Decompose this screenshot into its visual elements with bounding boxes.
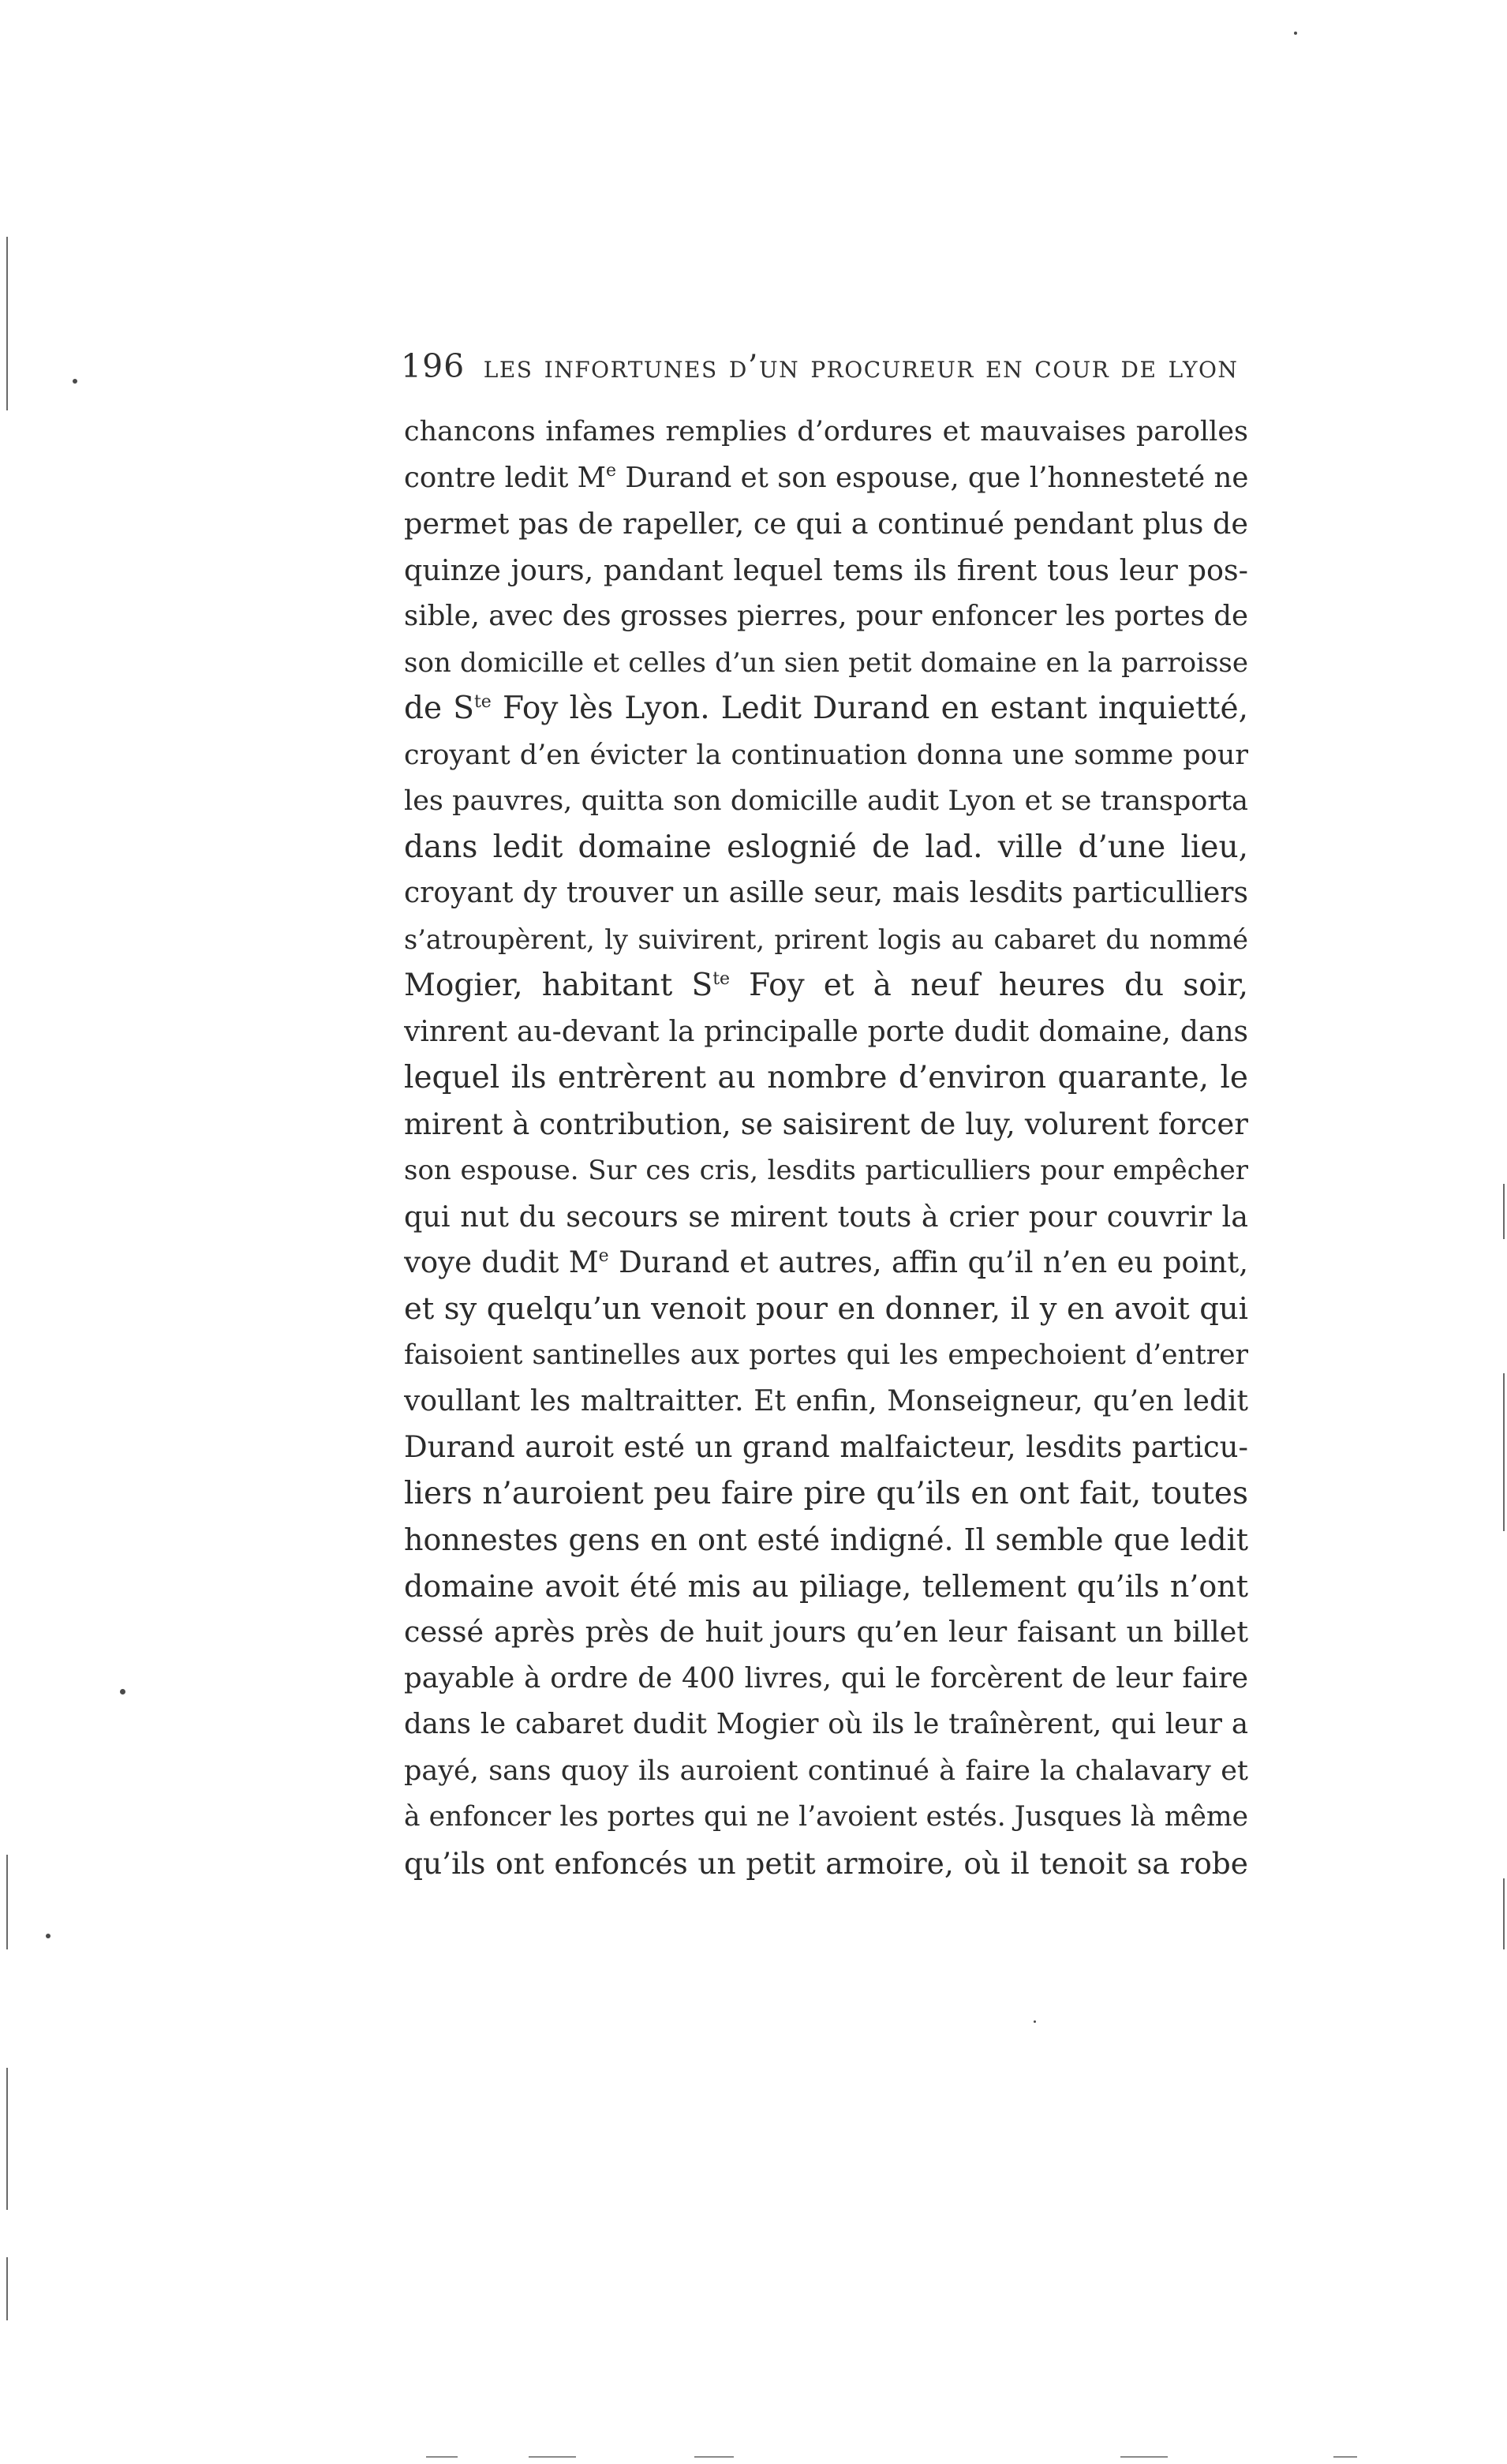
scan-speck — [1034, 2020, 1036, 2023]
scan-edge-line — [6, 2068, 8, 2210]
running-header — [401, 347, 1253, 395]
text-line — [404, 1794, 1248, 1841]
superscript: te — [473, 692, 492, 712]
text-run: les pauvres, quitta son domicille audit Lyon et se transporta — [404, 785, 1248, 817]
text-run: croyant d’en évicter la continuation donna une somme pour — [404, 739, 1248, 771]
text-run: voye dudit M — [404, 1245, 599, 1279]
text-line — [404, 1148, 1248, 1194]
text-line — [404, 548, 1248, 594]
text-run: Durand et son espouse, que l’honnesteté ne — [616, 461, 1248, 494]
scan-speck — [120, 1689, 125, 1694]
text-line — [404, 1286, 1248, 1333]
text-run: vinrent au-devant la principalle porte dudit domaine, dans — [404, 1015, 1248, 1048]
text-run: qui nut du secours se mirent touts à crier pour couvrir la — [404, 1199, 1248, 1234]
text-line — [404, 825, 1248, 871]
scan-edge-line — [1503, 1878, 1505, 1949]
superscript: te — [712, 969, 731, 989]
text-run: domaine avoit été mis au piliage, tellement qu’ils n’ont — [404, 1568, 1248, 1604]
text-run: permet pas de rapeller, ce qui a continué pendant plus de — [404, 507, 1248, 541]
text-line — [404, 1656, 1248, 1702]
text-line — [404, 1425, 1248, 1471]
text-run: dans le cabaret dudit Mogier où ils le traînèrent, qui leur a — [404, 1708, 1248, 1740]
text-line — [404, 455, 1248, 502]
superscript: e — [598, 1246, 609, 1266]
text-run: Foy lès Lyon. Ledit Durand en estant inquietté, — [491, 691, 1248, 726]
text-line — [404, 686, 1248, 732]
text-run: qu’ils ont enfoncés un petit armoire, où il tenoit sa robe — [404, 1845, 1248, 1881]
scan-speck — [1294, 32, 1297, 35]
text-run: Durand auroit esté un grand malfaicteur, lesdits particu- — [404, 1430, 1248, 1464]
text-line — [404, 1748, 1248, 1795]
text-line — [404, 1841, 1248, 1887]
text-line — [404, 594, 1248, 640]
text-run: son domicille et celles d’un sien petit domaine en la parroisse — [404, 646, 1248, 679]
scan-bottom-dash — [1120, 2456, 1168, 2458]
scan-speck — [46, 1934, 50, 1938]
text-line — [404, 1609, 1248, 1656]
text-run: payé, sans quoy ils auroient continué à faire la chalavary et — [404, 1754, 1248, 1787]
text-run: lequel ils entrèrent au nombre d’environ quarante, le — [404, 1060, 1248, 1095]
text-line — [404, 1194, 1248, 1241]
text-run: contre ledit M — [404, 461, 606, 494]
text-line — [404, 1009, 1248, 1056]
text-line — [404, 409, 1248, 455]
superscript: e — [606, 460, 617, 481]
text-run: à enfoncer les portes qui ne l’avoient estés. Jusques là même — [404, 1801, 1248, 1833]
scan-bottom-dash — [529, 2456, 576, 2458]
scan-bottom-dash — [1333, 2456, 1357, 2458]
text-line — [404, 1332, 1248, 1379]
text-line — [404, 501, 1248, 548]
text-run: croyant dy trouver un asille seur, mais lesdits particulliers — [404, 877, 1248, 909]
scan-bottom-dash — [426, 2456, 458, 2458]
text-line — [404, 871, 1248, 917]
scan-bottom-dash — [694, 2456, 734, 2458]
text-line — [404, 640, 1248, 687]
text-run: cessé après près de huit jours qu’en leur faisant un billet — [404, 1615, 1248, 1649]
text-run: de S — [404, 691, 474, 726]
text-line — [404, 1240, 1248, 1286]
text-run: mirent à contribution, se saisirent de luy, volurent forcer — [404, 1107, 1248, 1141]
text-line — [404, 1471, 1248, 1518]
text-line — [404, 963, 1248, 1009]
scan-edge-line — [6, 2257, 8, 2320]
text-line — [404, 1102, 1248, 1148]
scan-speck — [73, 379, 77, 384]
scan-edge-line — [1503, 1373, 1505, 1531]
text-run: Durand et autres, affin qu’il n’en eu point, — [608, 1245, 1248, 1279]
text-line — [404, 732, 1248, 779]
text-run: quinze jours, pandant lequel tems ils firent tous leur pos- — [404, 552, 1248, 587]
page-number: 196 — [401, 347, 466, 385]
text-line — [404, 1055, 1248, 1102]
text-run: et sy quelqu’un venoit pour en donner, il y en avoit qui — [404, 1290, 1248, 1327]
text-line — [404, 1702, 1248, 1748]
text-run: liers n’auroient peu faire pire qu’ils en ont fait, toutes — [404, 1475, 1248, 1511]
text-run: sible, avec des grosses pierres, pour enfoncer les portes de — [404, 600, 1248, 632]
text-run: Mogier, habitant S — [404, 968, 713, 1003]
text-line — [404, 917, 1248, 964]
text-line — [404, 1379, 1248, 1425]
text-run: chancons infames remplies d’ordures et mauvaises parolles — [404, 416, 1248, 447]
scan-edge-line — [6, 237, 8, 410]
text-run: s’atroupèrent, ly suivirent, prirent logis au cabaret du nommé — [404, 923, 1248, 955]
text-line — [404, 778, 1248, 825]
scan-edge-line — [1503, 1184, 1505, 1239]
text-run: honnestes gens en ont esté indigné. Il semble que ledit — [404, 1522, 1248, 1557]
body-text — [404, 409, 1248, 1886]
text-run: faisoient santinelles aux portes qui les empechoient d’entrer — [404, 1339, 1248, 1371]
text-run: son espouse. Sur ces cris, lesdits particulliers pour empêcher — [404, 1155, 1248, 1186]
text-line — [404, 1517, 1248, 1563]
text-run: Foy et à neuf heures du soir, — [730, 968, 1248, 1003]
running-title: les infortunes d’un procureur en cour de lyon — [483, 349, 1239, 385]
text-run: payable à ordre de 400 livres, qui le forcèrent de leur faire — [404, 1661, 1248, 1694]
text-line — [404, 1563, 1248, 1610]
text-run: dans ledit domaine eslognié de lad. ville d’une lieu, — [404, 829, 1248, 865]
text-run: voullant les maltraitter. Et enfin, Monseigneur, qu’en ledit — [404, 1384, 1248, 1417]
scan-edge-line — [6, 1855, 8, 1949]
